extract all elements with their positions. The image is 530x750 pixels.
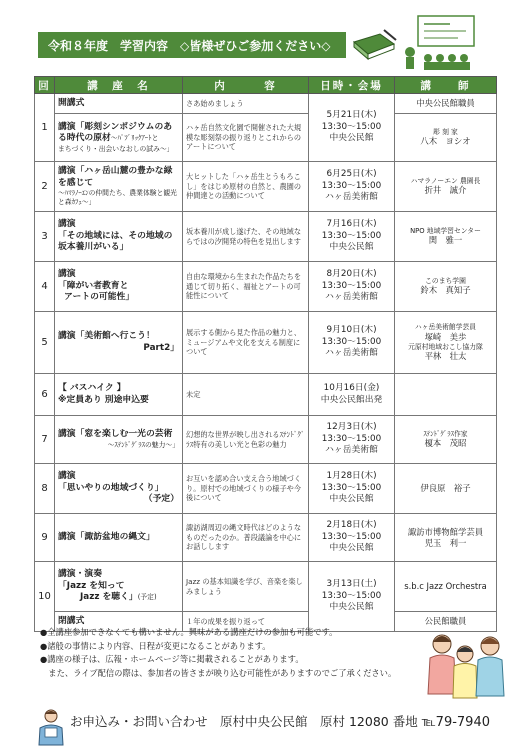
course-title [55,312,183,374]
table-row [35,464,497,514]
row-number: 6 [35,374,55,416]
lecturer [395,162,497,212]
title-line: 講演「窓を楽しむ一光の芸術 [58,429,173,440]
header-date-venue: 日時・会場 [309,77,395,94]
course-title [55,212,183,262]
course-title [55,374,183,416]
lecturer-name: 鈴木 真知子 [420,285,471,296]
title-line: 講演「彫刻シンポジウムのある時代の原材 [58,121,173,144]
time-text: 13:30～15:00 [321,280,382,291]
title-line: 講演・演奏 [58,569,102,580]
lecturer-role: NPO 地域学習センター [410,226,481,235]
title-line: 講演 [58,219,76,230]
course-title [55,562,183,612]
venue-text: ハヶ岳美術館 [325,445,378,456]
course-content: ハヶ岳自然文化園で開催された大規模な彫刻祭の振り返りとこれからのアートについて [183,114,309,162]
course-content: 自由な環境から生まれた作品たちを通じて切り拓く、福祉とアートの可能性について [183,262,309,312]
date-venue [309,464,395,514]
note-line: ●全講座参加できなくても構いません。興味がある講座だけの参加も可能です。 [40,627,338,637]
header-number: 回 [35,77,55,94]
lecturer-role: ハマラノーエン 農園長 [410,176,481,185]
date-venue [309,94,395,162]
course-title [55,114,183,162]
lecturer-name: 諏訪市博物館学芸員 [407,526,484,537]
table-row [35,562,497,612]
course-content: 展示する側から見た作品の魅力と、ミュージアムや文化を支える制度について [183,312,309,374]
title-line: アートの可能性」 [64,292,135,303]
time-text: 13:30～15:00 [321,531,382,542]
header-lecturer: 講 師 [395,77,497,94]
date-text: 3月13日(土) [326,579,377,590]
title-line: 講演 [58,471,76,482]
time-text: 13:30～15:00 [321,336,382,347]
lecturer [395,212,497,262]
lecturer [395,312,497,374]
row-number: 7 [35,416,55,464]
course-content: お互いを認め合い支え合う地域づくり。原村での地域づくりの様子や今後について [183,464,309,514]
lecturer [395,416,497,464]
title-line: まちづくり・出会いなおしの試み～」 [58,144,174,153]
date-text: 6月25日(木) [326,169,377,180]
date-venue [309,312,395,374]
lecturer-role: このまち学園 [425,276,466,285]
title-line: 「思いやりの地域づくり」 [58,482,164,493]
date-text: 1月28日(木) [326,471,377,482]
date-venue [309,374,395,416]
date-text: 7月16日(木) [326,219,377,230]
title-line: 【 バスハイク 】 [58,383,126,394]
course-content: 未定 [183,374,309,416]
title-sub: (予定) [137,593,157,602]
note-line: ●諸般の事情により内容、日程が変更になることがあります。 [40,640,271,651]
venue-text: 中央公民館 [329,133,374,144]
title-line: ※定員あり 別途申込要 [58,394,149,405]
lecturer-name: 児玉 利一 [424,537,467,548]
date-venue [309,262,395,312]
course-title [55,464,183,514]
venue-text: ハヶ岳美術館 [325,192,378,203]
table-row [35,374,497,416]
lecturer-role: ハヶ岳美術館学芸員 [414,322,477,331]
title-line: 講演「美術館へ行こう！ [58,331,155,342]
time-text: 13:30～15:00 [321,180,382,191]
venue-text: 中央公民館 [329,242,374,253]
lecturer-role: ｽﾃﾝﾄﾞｸﾞﾗｽ作家 [423,429,468,438]
time-text: 13:30～15:00 [321,590,382,601]
lecturer [395,514,497,562]
title-line: Jazz を聴く」 [80,592,138,603]
title-sub: ～ﾊﾟﾌﾞﾘｯｸｱｰﾄと [110,134,159,143]
course-title: 閉講式 [55,612,183,632]
venue-text: 中央公民館 [329,543,374,554]
lecturer [395,374,497,416]
lecturer: 公民館職員 [395,612,497,632]
course-title [55,262,183,312]
page-title-banner: 令和８年度 学習内容 ◇皆様ぜひご参加ください◇ [38,32,346,58]
lecturer-name: 平林 壮太 [424,351,467,362]
table-row [35,416,497,464]
table-header-row [35,77,497,94]
lecturer: s.b.c Jazz Orchestra [395,562,497,612]
time-text: 13:30～15:00 [321,121,382,132]
date-text: 2月18日(木) [326,520,377,531]
lecturer-name: 八木 ヨシオ [420,136,471,147]
time-text: 13:30～15:00 [321,230,382,241]
course-content: 大ヒットした「ハヶ岳生とうもろこし」をはじめ原材の自然と、農園の仲間達との活動について [183,162,309,212]
date-venue [309,162,395,212]
course-content: 坂本養川が成し遂げた、その地域ならではの汐開発の特色を見出します [183,212,309,262]
course-title: 開講式 [55,94,183,114]
title-line: 「障がい者教育と [58,280,129,291]
header-course-name: 講 座 名 [55,77,183,94]
course-content: １年の成果を振り返って [183,612,309,632]
date-venue [309,562,395,632]
venue-text: 中央公民館 [329,494,374,505]
title-line: 「その地域には、その地域の坂本養川がいる」 [58,230,173,253]
row-number: 3 [35,212,55,262]
table-row [35,162,497,212]
header-content: 内 容 [183,77,309,94]
venue-text: ハヶ岳美術館 [325,292,378,303]
date-venue [309,416,395,464]
footer-contact [70,712,490,730]
row-number: 2 [35,162,55,212]
date-venue [309,212,395,262]
time-text: 13:30～15:00 [321,482,382,493]
course-content: Jazz の基本知識を学び、音楽を楽しみましょう [183,562,309,612]
date-text: 10月16日(金) [323,383,380,394]
title-line: 「Jazz を知って [58,580,125,591]
table-row [35,312,497,374]
course-content: 諏訪湖周辺の縄文時代はどのようなものだったのか。普段議論を中心にお話しします [183,514,309,562]
title-sub: ～ﾊﾏﾗﾉｰｴﾝの仲間たち、農業体験と観光と森ｶﾌｪ～」 [58,189,177,206]
course-title: 講演「諏訪盆地の縄文」 [55,514,183,562]
lecturer [395,262,497,312]
contact-text: お申込み・お問い合わせ 原村中央公民館 原村 12080 番地 [70,714,418,729]
lecturer-name: 関 雅一 [428,235,463,246]
title-line: 講演 [58,269,76,280]
title-line: 講演「ハヶ岳山麓の豊かな緑を感じて [58,166,173,188]
note-line: また、ライブ配信の際は、参加者の皆さまが映り込む可能性がありますのでご了承ください。 [40,668,397,679]
date-text: 12月3日(木) [326,422,377,433]
date-venue [309,514,395,562]
lecturer: 伊良原 裕子 [395,464,497,514]
row-number: 10 [35,562,55,632]
whiteboard-illustration [400,14,480,74]
table-row [35,514,497,562]
title-line: Part2」 [143,342,179,353]
row-number: 5 [35,312,55,374]
table-row [35,262,497,312]
table-row [35,212,497,262]
date-text: 8月20日(木) [326,269,377,280]
phone-number: ℡79-7940 [421,715,490,730]
venue-text: 中央公民館 [329,602,374,613]
book-pencil-illustration [350,26,400,66]
lecturer-name: 折井 誠介 [424,185,467,196]
lecturer-role: 元原村地域おこし協力隊 [408,342,483,351]
date-text: 9月10日(木) [326,325,377,336]
row-number: 4 [35,262,55,312]
row-number: 8 [35,464,55,514]
time-text: 13:30～15:00 [321,433,382,444]
people-illustration [420,624,510,704]
lecturer-role: 彫 刻 家 [433,127,458,136]
title-sub: ～ｽﾃﾝﾄﾞｸﾞﾗｽの魅力～」 [107,440,179,449]
lecturer-name: 榎本 茂昭 [424,438,467,449]
venue-text: 中央公民館出発 [320,394,383,405]
course-title [55,416,183,464]
row-number: 1 [35,94,55,162]
row-number: 9 [35,514,55,562]
notes [40,626,420,681]
lecturer: 中央公民館職員 [395,94,497,114]
lecturer-name: 塚崎 美歩 [424,331,467,342]
course-title [55,162,183,212]
venue-text: ハヶ岳美術館 [325,348,378,359]
course-content: 幻想的な世界が映し出されるｽﾃﾝﾄﾞｸﾞﾗｽ特有の美しい光と色彩の魅力 [183,416,309,464]
lecturer [395,114,497,162]
table-row [35,94,497,114]
table-row [35,114,497,162]
date-text: 5月21日(木) [326,110,377,121]
note-line: ●講座の様子は、広報・ホームページ等に掲載されることがあります。 [40,654,304,665]
schedule-table [34,76,497,632]
title-line: （予定） [143,494,179,505]
course-content: さあ始めましょう [183,94,309,114]
person-reading-icon [36,708,66,746]
